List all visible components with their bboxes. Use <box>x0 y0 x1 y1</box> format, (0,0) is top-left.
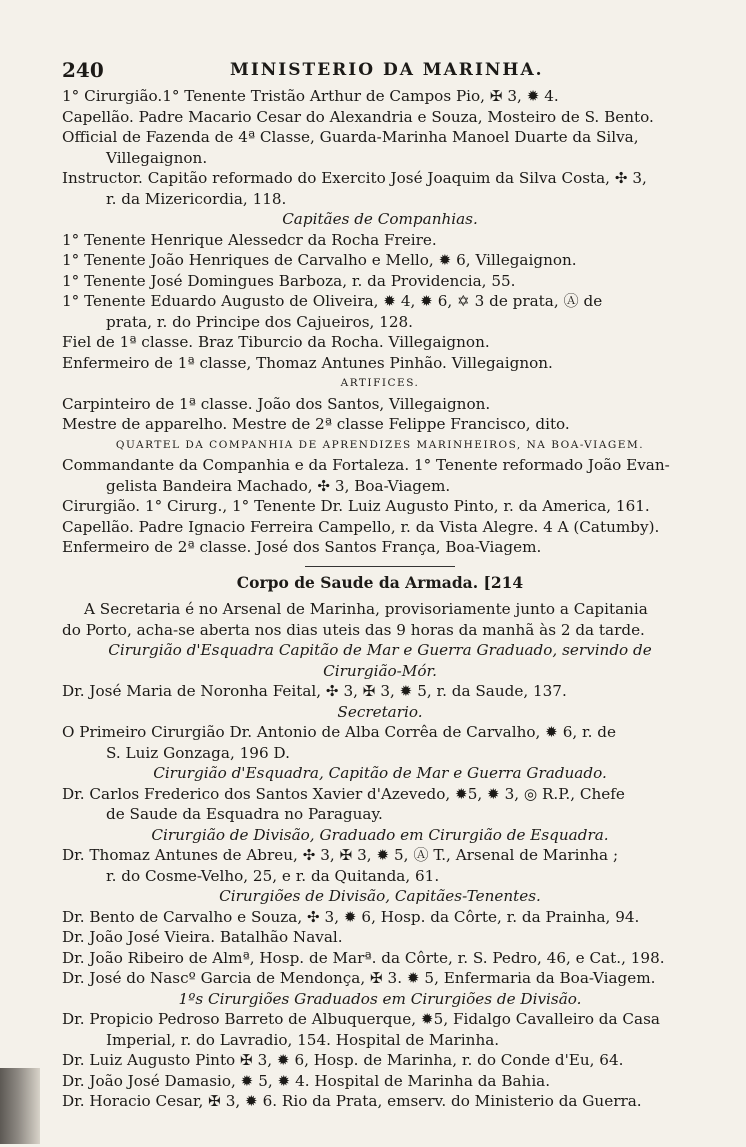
text-line: Dr. Horacio Cesar, ✠ 3, ✹ 6. Rio da Prata, emserv. do Ministerio da Guerra. <box>62 1092 642 1110</box>
text-line: Dr. Thomaz Antunes de Abreu, ✣ 3, ✠ 3, ✹ 5, Ⓐ T., Arsenal de Marinha ; <box>62 846 619 864</box>
text-line: 1° Tenente João Henriques de Carvalho e Mello, ✹ 6, Villegaignon. <box>62 251 577 269</box>
text-line: r. do Cosme-Velho, 25, e r. da Quitanda, 61. <box>106 866 440 885</box>
subheading-capitaes: Capitães de Companhias. <box>282 210 478 228</box>
text-line: Dr. José Maria de Noronha Feital, ✣ 3, ✠ 3, ✹ 5, r. da Saude, 137. <box>62 682 567 700</box>
text-line: Dr. Luiz Augusto Pinto ✠ 3, ✹ 6, Hosp. de Marinha, r. do Conde d'Eu, 64. <box>62 1051 624 1069</box>
text-line: O Primeiro Cirurgião Dr. Antonio de Alba Corrêa de Carvalho, ✹ 6, r. de <box>62 723 616 741</box>
subheading-quartel: QUARTEL DA COMPANHIA DE APRENDIZES MARINHEIROS, NA BOA-VIAGEM. <box>115 438 645 451</box>
text-line: S. Luiz Gonzaga, 196 D. <box>106 743 290 762</box>
text-line: prata, r. do Principe dos Cajueiros, 128. <box>106 312 413 331</box>
text-line: 1° Tenente José Domingues Barboza, r. da Providencia, 55. <box>62 271 516 290</box>
section-divider <box>305 566 455 567</box>
text-line: r. da Mizericordia, 118. <box>106 189 287 208</box>
page-body <box>62 86 698 1112</box>
rank-heading: Cirurgiões de Divisão, Capitães-Tenentes. <box>219 887 541 905</box>
section-title: Corpo de Saude da Armada. [214 <box>236 572 524 592</box>
rank-heading: Secretario. <box>337 702 423 721</box>
page-number: 240 <box>62 58 104 82</box>
subheading-artifices: ARTIFICES. <box>340 377 420 389</box>
text-line: Villegaignon. <box>106 148 208 167</box>
rank-heading: Cirurgião d'Esquadra, Capitão de Mar e Guerra Graduado. <box>153 764 607 782</box>
text-line: A Secretaria é no Arsenal de Marinha, provisoriamente junto a Capitania <box>84 600 648 618</box>
text-line: Dr. João Ribeiro de Almª, Hosp. de Marª. da Côrte, r. S. Pedro, 46, e Cat., 198. <box>62 948 665 967</box>
text-line: Enfermeiro de 1ª classe, Thomaz Antunes Pinhão. Villegaignon. <box>62 353 553 372</box>
rank-heading: 1ºs Cirurgiões Graduados em Cirurgiões de Divisão. <box>178 989 582 1008</box>
running-title: MINISTERIO DA MARINHA. <box>230 60 544 80</box>
rank-heading: Cirurgião d'Esquadra Capitão de Mar e Guerra Graduado, servindo de <box>108 641 652 659</box>
text-line: Dr. José do Nascº Garcia de Mendonça, ✠ 3. ✹ 5, Enfermaria da Boa-Viagem. <box>62 969 656 987</box>
text-line: 1° Tenente Henrique Alessedcr da Rocha Freire. <box>62 230 437 249</box>
text-line: Enfermeiro de 2ª classe. José dos Santos França, Boa-Viagem. <box>62 538 542 556</box>
page-header <box>62 58 702 84</box>
text-line: Dr. João José Vieira. Batalhão Naval. <box>62 928 343 946</box>
text-line: Dr. João José Damasio, ✹ 5, ✹ 4. Hospital de Marinha da Bahia. <box>62 1071 551 1090</box>
text-line: Instructor. Capitão reformado do Exercito José Joaquim da Silva Costa, ✣ 3, <box>62 169 647 187</box>
text-line: Capellão. Padre Ignacio Ferreira Campello, r. da Vista Alegre. 4 A (Catumby). <box>62 517 660 536</box>
text-line: Carpinteiro de 1ª classe. João dos Santos, Villegaignon. <box>62 394 491 413</box>
text-line: Imperial, r. do Lavradio, 154. Hospital de Marinha. <box>106 1030 500 1049</box>
text-line: Dr. Propicio Pedroso Barreto de Albuquerque, ✹5, Fidalgo Cavalleiro da Casa <box>62 1010 660 1028</box>
text-line: gelista Bandeira Machado, ✣ 3, Boa-Viagem. <box>106 476 451 495</box>
text-line: Official de Fazenda de 4ª Classe, Guarda-Marinha Manoel Duarte da Silva, <box>62 128 639 146</box>
text-line: 1° Tenente Eduardo Augusto de Oliveira, ✹ 4, ✹ 6, ✡ 3 de prata, Ⓐ de <box>62 292 603 310</box>
text-line: Capellão. Padre Macario Cesar do Alexandria e Souza, Mosteiro de S. Bento. <box>62 107 654 126</box>
text-line: Dr. Bento de Carvalho e Souza, ✣ 3, ✹ 6, Hosp. da Côrte, r. da Prainha, 94. <box>62 907 640 926</box>
rank-heading: Cirurgião-Mór. <box>323 661 437 680</box>
text-line: 1° Cirurgião.1° Tenente Tristão Arthur de Campos Pio, ✠ 3, ✹ 4. <box>62 87 559 105</box>
text-line: de Saude da Esquadra no Paraguay. <box>106 805 383 823</box>
text-line: Dr. Carlos Frederico dos Santos Xavier d'Azevedo, ✹5, ✹ 3, ◎ R.P., Chefe <box>62 784 625 803</box>
text-line: Cirurgião. 1° Cirurg., 1° Tenente Dr. Luiz Augusto Pinto, r. da America, 161. <box>62 497 650 515</box>
text-line: Commandante da Companhia e da Fortaleza. 1° Tenente reformado João Evan- <box>62 456 670 474</box>
text-line: Fiel de 1ª classe. Braz Tiburcio da Rocha. Villegaignon. <box>62 333 490 351</box>
rank-heading: Cirurgião de Divisão, Graduado em Cirurgião de Esquadra. <box>151 825 609 844</box>
text-line: do Porto, acha-se aberta nos dias uteis das 9 horas da manhã às 2 da tarde. <box>62 620 645 639</box>
page-corner-shadow <box>0 1068 40 1144</box>
text-line: Mestre de apparelho. Mestre de 2ª classe Felippe Francisco, dito. <box>62 415 570 433</box>
